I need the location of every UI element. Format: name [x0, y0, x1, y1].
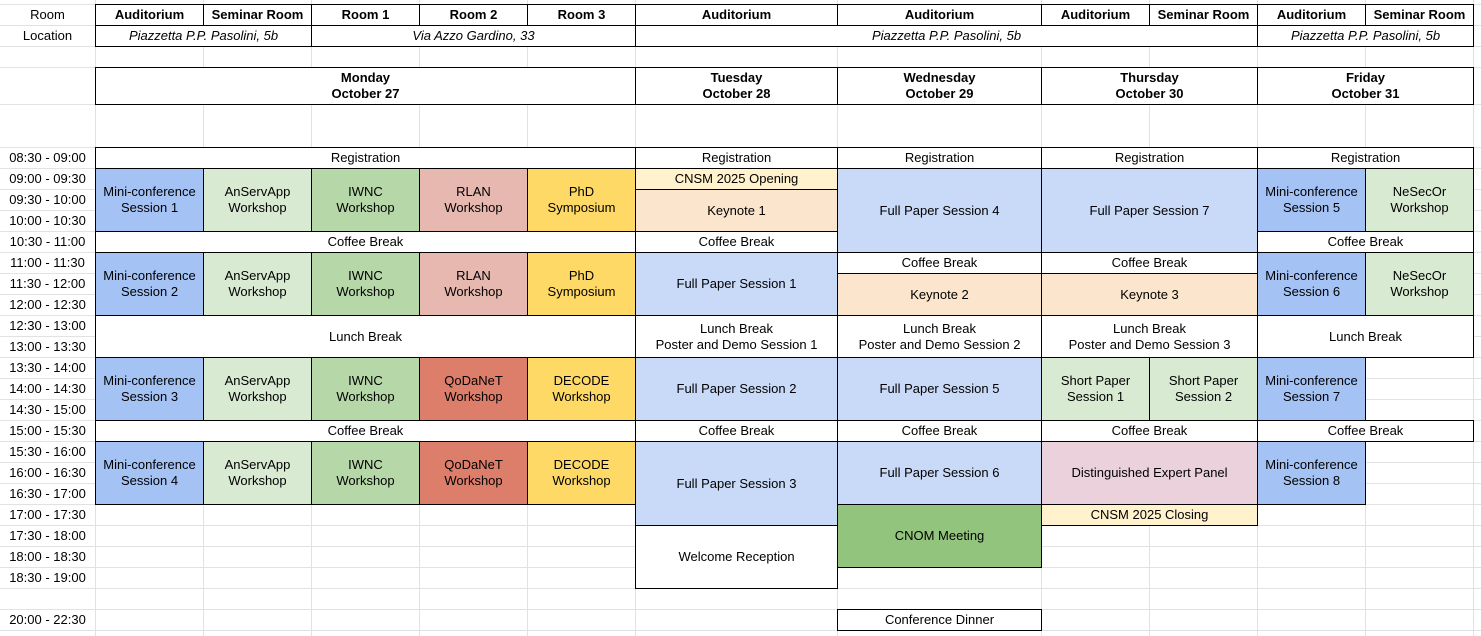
- time-slot: 17:00 - 17:30: [9, 507, 86, 522]
- fri-coffee2: Coffee Break: [1257, 420, 1474, 442]
- gridline: [0, 630, 1481, 631]
- mon-qod2: QoDaNeT Workshop: [419, 441, 528, 505]
- mon-rlan2: RLAN Workshop: [419, 252, 528, 316]
- mon-rlan1: RLAN Workshop: [419, 168, 528, 232]
- fri-mc8: Mini-conference Session 8: [1257, 441, 1366, 505]
- mon-mc2: Mini-conference Session 2: [95, 252, 204, 316]
- mon-coffee1: Coffee Break: [95, 231, 636, 253]
- time-slot: 18:30 - 19:00: [9, 570, 86, 585]
- day-header-monday: Monday October 27: [95, 67, 636, 105]
- fri-mc5: Mini-conference Session 5: [1257, 168, 1366, 232]
- location-label: Location: [22, 28, 73, 43]
- mon-iwnc1: IWNC Workshop: [311, 168, 420, 232]
- tue-keynote: Keynote 1: [635, 189, 838, 232]
- mon-iwnc2: IWNC Workshop: [311, 252, 420, 316]
- room-header-8: Seminar Room: [1149, 4, 1258, 26]
- thu-keynote: Keynote 3: [1041, 273, 1258, 316]
- room-label: Room: [30, 7, 65, 22]
- thu-fp7: Full Paper Session 7: [1041, 168, 1258, 253]
- wed-cnom: CNOM Meeting: [837, 504, 1042, 568]
- tue-reception: Welcome Reception: [635, 525, 838, 589]
- thu-coffee2: Coffee Break: [1041, 420, 1258, 442]
- tue-registration: Registration: [635, 147, 838, 169]
- time-slot: 10:00 - 10:30: [9, 213, 86, 228]
- room-header-4: Room 3: [527, 4, 636, 26]
- mon-ans2: AnServApp Workshop: [203, 252, 312, 316]
- fri-nes1: NeSecOr Workshop: [1365, 168, 1474, 232]
- day-header-thursday: Thursday October 30: [1041, 67, 1258, 105]
- time-slot: 11:00 - 11:30: [10, 255, 85, 270]
- wed-coffee1: Coffee Break: [837, 252, 1042, 274]
- mon-mc3: Mini-conference Session 3: [95, 357, 204, 421]
- mon-iwnc3: IWNC Workshop: [311, 357, 420, 421]
- fri-mc7: Mini-conference Session 7: [1257, 357, 1366, 421]
- location-2: Piazzetta P.P. Pasolini, 5b: [635, 25, 1258, 47]
- mon-ans3: AnServApp Workshop: [203, 357, 312, 421]
- room-header-5: Auditorium: [635, 4, 838, 26]
- wed-dinner: Conference Dinner: [837, 609, 1042, 631]
- thu-lunch: Lunch Break Poster and Demo Session 3: [1041, 315, 1258, 358]
- thu-closing: CNSM 2025 Closing: [1041, 504, 1258, 526]
- thu-sp1: Short Paper Session 1: [1041, 357, 1150, 421]
- time-slot: 15:00 - 15:30: [9, 423, 86, 438]
- gridline: [0, 609, 1481, 610]
- tue-fp3: Full Paper Session 3: [635, 441, 838, 526]
- mon-dec1: DECODE Workshop: [527, 357, 636, 421]
- room-header-3: Room 2: [419, 4, 528, 26]
- tue-coffee2: Coffee Break: [635, 420, 838, 442]
- room-header-0: Auditorium: [95, 4, 204, 26]
- mon-mc1: Mini-conference Session 1: [95, 168, 204, 232]
- room-header-2: Room 1: [311, 4, 420, 26]
- time-slot: 20:00 - 22:30: [9, 612, 86, 627]
- wed-fp4: Full Paper Session 4: [837, 168, 1042, 253]
- time-slot: 14:00 - 14:30: [9, 381, 86, 396]
- tue-coffee1: Coffee Break: [635, 231, 838, 253]
- time-slot: 15:30 - 16:00: [9, 444, 86, 459]
- fri-coffee1: Coffee Break: [1257, 231, 1474, 253]
- wed-lunch: Lunch Break Poster and Demo Session 2: [837, 315, 1042, 358]
- fri-registration: Registration: [1257, 147, 1474, 169]
- wed-keynote: Keynote 2: [837, 273, 1042, 316]
- thu-sp2: Short Paper Session 2: [1149, 357, 1258, 421]
- mon-ans4: AnServApp Workshop: [203, 441, 312, 505]
- room-header-9: Auditorium: [1257, 4, 1366, 26]
- time-slot: 17:30 - 18:00: [9, 528, 86, 543]
- time-slot: 11:30 - 12:00: [9, 276, 86, 291]
- fri-mc6: Mini-conference Session 6: [1257, 252, 1366, 316]
- wed-coffee2: Coffee Break: [837, 420, 1042, 442]
- mon-registration: Registration: [95, 147, 636, 169]
- time-slot: 13:00 - 13:30: [9, 339, 86, 354]
- mon-dec2: DECODE Workshop: [527, 441, 636, 505]
- wed-fp6: Full Paper Session 6: [837, 441, 1042, 505]
- mon-mc4: Mini-conference Session 4: [95, 441, 204, 505]
- time-slot: 16:00 - 16:30: [9, 465, 86, 480]
- location-1: Via Azzo Gardino, 33: [311, 25, 636, 47]
- room-header-6: Auditorium: [837, 4, 1042, 26]
- room-header-1: Seminar Room: [203, 4, 312, 26]
- thu-coffee1: Coffee Break: [1041, 252, 1258, 274]
- time-slot: 09:00 - 09:30: [9, 171, 86, 186]
- time-slot: 09:30 - 10:00: [9, 192, 86, 207]
- tue-fp1: Full Paper Session 1: [635, 252, 838, 316]
- tue-lunch: Lunch Break Poster and Demo Session 1: [635, 315, 838, 358]
- mon-ans1: AnServApp Workshop: [203, 168, 312, 232]
- tue-opening: CNSM 2025 Opening: [635, 168, 838, 190]
- thu-registration: Registration: [1041, 147, 1258, 169]
- time-slot: 12:00 - 12:30: [9, 297, 86, 312]
- location-0: Piazzetta P.P. Pasolini, 5b: [95, 25, 312, 47]
- mon-lunch: Lunch Break: [95, 315, 636, 358]
- time-slot: 18:00 - 18:30: [9, 549, 86, 564]
- day-header-wednesday: Wednesday October 29: [837, 67, 1042, 105]
- room-header-7: Auditorium: [1041, 4, 1150, 26]
- time-slot: 12:30 - 13:00: [9, 318, 86, 333]
- mon-phd1: PhD Symposium: [527, 168, 636, 232]
- mon-qod1: QoDaNeT Workshop: [419, 357, 528, 421]
- day-header-tuesday: Tuesday October 28: [635, 67, 838, 105]
- time-slot: 08:30 - 09:00: [9, 150, 86, 165]
- fri-nes2: NeSecOr Workshop: [1365, 252, 1474, 316]
- wed-fp5: Full Paper Session 5: [837, 357, 1042, 421]
- time-slot: 14:30 - 15:00: [9, 402, 86, 417]
- thu-panel: Distinguished Expert Panel: [1041, 441, 1258, 505]
- mon-phd2: PhD Symposium: [527, 252, 636, 316]
- mon-iwnc4: IWNC Workshop: [311, 441, 420, 505]
- time-slot: 13:30 - 14:00: [9, 360, 86, 375]
- time-slot: 10:30 - 11:00: [9, 234, 86, 249]
- mon-coffee2: Coffee Break: [95, 420, 636, 442]
- time-slot: 16:30 - 17:00: [9, 486, 86, 501]
- wed-registration: Registration: [837, 147, 1042, 169]
- location-3: Piazzetta P.P. Pasolini, 5b: [1257, 25, 1474, 47]
- day-header-friday: Friday October 31: [1257, 67, 1474, 105]
- fri-lunch: Lunch Break: [1257, 315, 1474, 358]
- tue-fp2: Full Paper Session 2: [635, 357, 838, 421]
- room-header-10: Seminar Room: [1365, 4, 1474, 26]
